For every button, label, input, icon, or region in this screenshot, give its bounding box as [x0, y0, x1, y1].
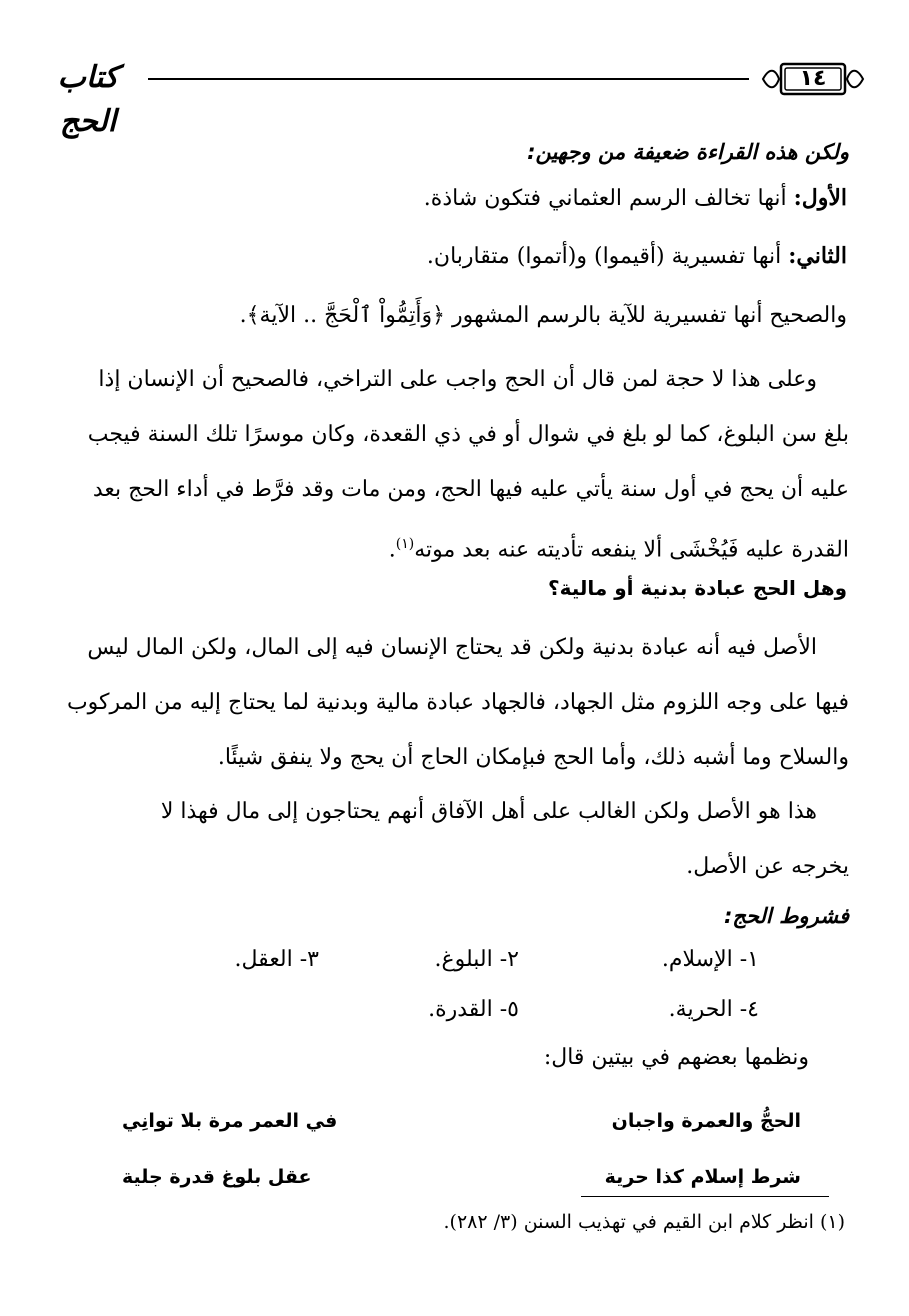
footnote-rule: [581, 1196, 829, 1197]
verse-1-first-hemistich: الحجُّ والعمرة واجبان: [611, 1110, 801, 1132]
condition-item: ٥- القدرة.: [428, 997, 519, 1022]
para-line: يخرجه عن الأصل.: [686, 854, 849, 879]
section-heading-conditions: فشروط الحج:: [724, 904, 849, 928]
paragraph-delay: [60, 352, 849, 577]
condition-item: ٣- العقل.: [234, 947, 319, 972]
para-line: فيها على وجه اللزوم مثل الجهاد، فالجهاد عبادة مالية وبدنية لما يحتاج إليه من المركوب: [66, 690, 849, 715]
footnote-reference[interactable]: (١): [395, 536, 415, 552]
section-heading-physical-or-financial: وهل الحج عبادة بدنية أو مالية؟: [547, 576, 847, 600]
paragraph-prevailing: [60, 784, 849, 894]
verse-2-second-hemistich: عقل بلوغ قدرة جلية: [122, 1166, 312, 1188]
para-line: الأصل فيه أنه عبادة بدنية ولكن قد يحتاج الإنسان فيه إلى المال، ولكن المال ليس: [87, 635, 817, 660]
page-number-badge: [757, 60, 869, 98]
point-second: [60, 240, 847, 273]
para-line: عليه أن يحج في أول سنة يأتي عليه فيها الحج، ومن مات وقد فرَّط في أداء الحج بعد: [92, 477, 849, 502]
para-line: بلغ سن البلوغ، كما لو بلغ في شوال أو في ذي القعدة، وكان موسرًا تلك السنة فيجب: [87, 422, 849, 447]
correct-view-line: والصحيح أنها تفسيرية للآية بالرسم المشهور ﴿وَأَتِمُّواْ ٱلْحَجَّ .. الآية﴾.: [239, 303, 847, 328]
page-header: [30, 56, 869, 139]
paragraph-origin: [60, 620, 849, 785]
para-line: هذا هو الأصل ولكن الغالب على أهل الآفاق أنهم يحتاجون إلى مال فهذا لا: [160, 799, 817, 824]
point-second-label: الثاني:: [788, 243, 847, 269]
condition-item: ٤- الحرية.: [668, 997, 759, 1022]
header-rule: [148, 78, 749, 80]
verse-2-first-hemistich: شرط إسلام كذا حرية: [604, 1166, 801, 1188]
page-number: ١٤: [799, 66, 827, 91]
condition-item: ٢- البلوغ.: [434, 947, 519, 972]
para-line: والسلاح وما أشبه ذلك، وأما الحج فبإمكان الحاج أن يحج ولا ينفق شيئًا.: [217, 745, 849, 770]
section-heading-weak-reading: ولكن هذه القراءة ضعيفة من وجهين:: [527, 140, 849, 164]
para-line-text: القدرة عليه فَيُخْشَى ألا ينفعه تأديته عنه بعد موته: [414, 537, 849, 563]
point-first-text: أنها تخالف الرسم العثماني فتكون شاذة.: [423, 186, 794, 211]
para-line-end: .: [388, 537, 396, 563]
verse-intro: ونظمها بعضهم في بيتين قال:: [543, 1045, 809, 1070]
verse-1-second-hemistich: في العمر مرة بلا توانِي: [122, 1110, 338, 1132]
footnote: (١) انظر كلام ابن القيم في تهذيب السنن (٣/ ٢٨٢).: [443, 1211, 845, 1233]
point-second-text: أنها تفسيرية (أقيموا) و(أتموا) متقاربان.: [426, 244, 789, 269]
para-line: وعلى هذا لا حجة لمن قال أن الحج واجب على التراخي، فالصحيح أن الإنسان إذا: [98, 367, 817, 392]
point-first-label: الأول:: [793, 185, 847, 211]
para-line: [60, 517, 849, 577]
condition-item: ١- الإسلام.: [661, 947, 759, 972]
book-title: كتاب الحج: [57, 60, 119, 139]
point-first: [60, 182, 847, 215]
conditions-list: [229, 944, 849, 1034]
